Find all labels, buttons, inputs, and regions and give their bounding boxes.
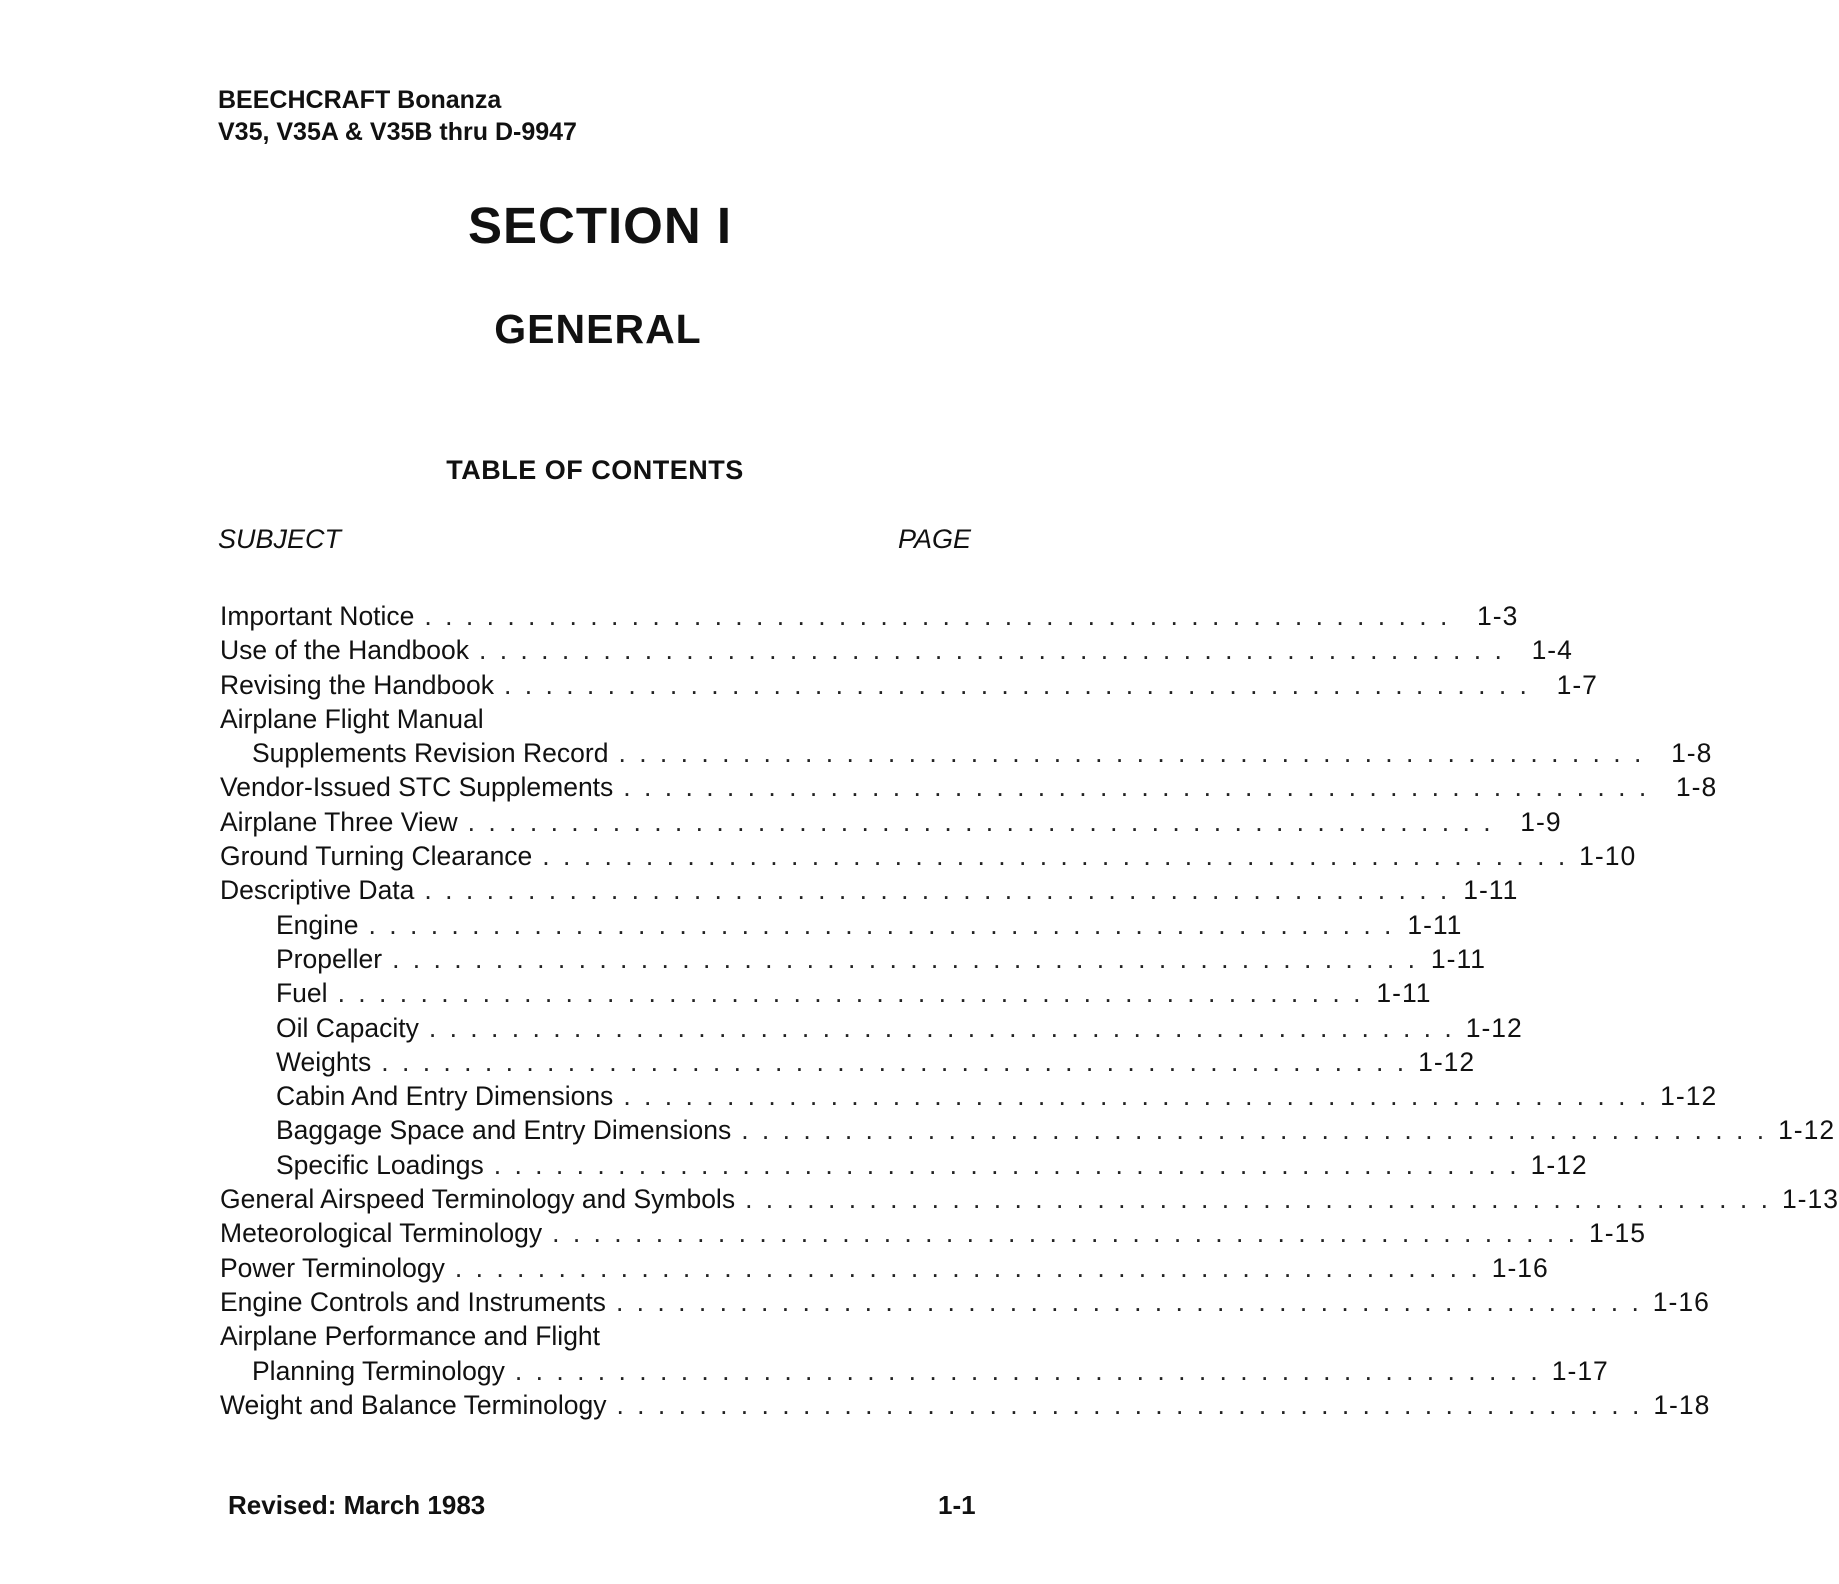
toc-entry-subject: Power Terminology (220, 1252, 445, 1283)
toc-entry-page: 1-4 (1531, 635, 1573, 666)
toc-list (220, 599, 1839, 1422)
toc-dot-leader: . . . . . . . . . . . . . . . . . . . . . . . . . . . . . . . . . . . . . . . . . . . . . . . . . . (616, 1389, 1643, 1420)
toc-entry-subject: Weight and Balance Terminology (220, 1389, 607, 1420)
toc-entry (220, 1319, 985, 1353)
toc-entry (220, 599, 1519, 633)
toc-entry-subject: Weights (276, 1046, 372, 1077)
toc-dot-leader: . . . . . . . . . . . . . . . . . . . . . . . . . . . . . . . . . . . . . . . . . . . . . . . . . . (478, 635, 1505, 666)
toc-entry (220, 873, 1519, 907)
toc-dot-leader: . . . . . . . . . . . . . . . . . . . . . . . . . . . . . . . . . . . . . . . . . . . . . . . . . . (615, 1286, 1642, 1317)
toc-entry (220, 1045, 1476, 1079)
toc-entry (220, 1388, 1711, 1422)
toc-dot-leader: . . . . . . . . . . . . . . . . . . . . . . . . . . . . . . . . . . . . . . . . . . . . . . . . . . (493, 1149, 1520, 1180)
toc-dot-leader: . . . . . . . . . . . . . . . . . . . . . . . . . . . . . . . . . . . . . . . . . . . . . . . . . . (337, 978, 1364, 1009)
toc-entry-subject: Cabin And Entry Dimensions (276, 1081, 614, 1112)
subject-column-header: SUBJECT (218, 524, 342, 554)
toc-entry-subject: Engine Controls and Instruments (220, 1286, 606, 1317)
toc-entry (220, 976, 1432, 1010)
toc-dot-leader: . . . . . . . . . . . . . . . . . . . . . . . . . . . . . . . . . . . . . . . . . . . . . . . . . . (618, 738, 1645, 769)
toc-entry-page: 1-12 (1530, 1149, 1588, 1180)
toc-entry (220, 1216, 1646, 1250)
toc-dot-leader: . . . . . . . . . . . . . . . . . . . . . . . . . . . . . . . . . . . . . . . . . . . . . . . . . . (424, 875, 1451, 906)
toc-entry-subject: Supplements Revision Record (252, 738, 609, 769)
page-number: 1-1 (938, 1490, 976, 1520)
toc-entry-subject: General Airspeed Terminology and Symbols (220, 1184, 736, 1215)
toc-dot-leader: . . . . . . . . . . . . . . . . . . . . . . . . . . . . . . . . . . . . . . . . . . . . . . . . . . (454, 1252, 1481, 1283)
toc-entry-page: 1-8 (1675, 772, 1718, 803)
toc-entry-page: 1-8 (1671, 738, 1713, 769)
toc-entry-page: 1-12 (1465, 1012, 1523, 1043)
toc-entry-subject: Airplane Performance and Flight (220, 1321, 601, 1352)
toc-entry (220, 1354, 1609, 1388)
toc-dot-leader: . . . . . . . . . . . . . . . . . . . . . . . . . . . . . . . . . . . . . . . . . . . . . . . . . . (428, 1012, 1455, 1043)
toc-entry-page: 1-13 (1781, 1184, 1839, 1215)
toc-entry-page: 1-18 (1653, 1389, 1711, 1420)
toc-dot-leader: . . . . . . . . . . . . . . . . . . . . . . . . . . . . . . . . . . . . . . . . . . . . . . . . . . (368, 909, 1395, 940)
document-header (218, 84, 577, 148)
toc-entry (220, 805, 1562, 839)
toc-entry-page: 1-12 (1660, 1081, 1718, 1112)
toc-entry (220, 736, 1713, 770)
toc-entry-subject: Engine (276, 909, 359, 940)
toc-dot-leader: . . . . . . . . . . . . . . . . . . . . . . . . . . . . . . . . . . . . . . . . . . . . . . . . . . (504, 669, 1530, 700)
toc-dot-leader: . . . . . . . . . . . . . . . . . . . . . . . . . . . . . . . . . . . . . . . . . . . . . . . . . . (381, 1046, 1408, 1077)
toc-entry-page: 1-10 (1579, 841, 1637, 872)
toc-dot-leader: . . . . . . . . . . . . . . . . . . . . . . . . . . . . . . . . . . . . . . . . . . . . . . . . . . (424, 601, 1451, 631)
section-title: SECTION I (467, 197, 733, 254)
toc-entry (220, 1251, 1549, 1285)
toc-entry (220, 942, 1486, 976)
toc-entry (220, 1113, 1836, 1147)
section-subtitle: GENERAL (494, 306, 702, 352)
toc-entry (220, 839, 1637, 873)
toc-entry-page: 1-12 (1418, 1046, 1476, 1077)
toc-entry-page: 1-7 (1556, 669, 1598, 700)
toc-entry (220, 1148, 1588, 1182)
toc-entry-subject: Vendor-Issued STC Supplements (220, 772, 614, 803)
toc-dot-leader: . . . . . . . . . . . . . . . . . . . . . . . . . . . . . . . . . . . . . . . . . . . . . . . . . . (514, 1355, 1541, 1386)
toc-entry-subject: Fuel (276, 978, 328, 1009)
toc-entry-page: 1-12 (1778, 1115, 1836, 1146)
toc-entry-subject: Meteorological Terminology (220, 1218, 543, 1249)
toc-entry-subject: Airplane Three View (220, 806, 458, 837)
toc-title: TABLE OF CONTENTS (446, 455, 744, 485)
toc-entry-subject: Important Notice (220, 601, 415, 631)
toc-entry-subject: Planning Terminology (252, 1355, 505, 1386)
toc-entry-subject: Baggage Space and Entry Dimensions (276, 1115, 732, 1146)
toc-entry (220, 702, 985, 736)
toc-entry-subject: Propeller (276, 943, 383, 974)
toc-entry-page: 1-9 (1520, 806, 1562, 837)
toc-entry-page: 1-16 (1491, 1252, 1549, 1283)
toc-dot-leader: . . . . . . . . . . . . . . . . . . . . . . . . . . . . . . . . . . . . . . . . . . . . . . . . . . (552, 1218, 1578, 1249)
toc-dot-leader: . . . . . . . . . . . . . . . . . . . . . . . . . . . . . . . . . . . . . . . . . . . . . . . . . . (623, 1081, 1650, 1112)
toc-entry-subject: Ground Turning Clearance (220, 841, 533, 872)
toc-entry-subject: Oil Capacity (276, 1012, 419, 1043)
page-column-header: PAGE (898, 524, 972, 554)
aircraft-model: BEECHCRAFT Bonanza (218, 86, 502, 114)
toc-entry (220, 1182, 1839, 1216)
toc-entry (220, 908, 1463, 942)
toc-entry-page: 1-11 (1430, 943, 1486, 974)
toc-entry-page: 1-15 (1588, 1218, 1646, 1249)
toc-dot-leader: . . . . . . . . . . . . . . . . . . . . . . . . . . . . . . . . . . . . . . . . . . . . . . . . . . (542, 841, 1569, 872)
toc-dot-leader: . . . . . . . . . . . . . . . . . . . . . . . . . . . . . . . . . . . . . . . . . . . . . . . . . . (392, 943, 1418, 974)
toc-entry-page: 1-11 (1376, 978, 1432, 1009)
toc-entry-subject: Airplane Flight Manual (220, 703, 484, 734)
toc-dot-leader: . . . . . . . . . . . . . . . . . . . . . . . . . . . . . . . . . . . . . . . . . . . . . . . . . . (741, 1115, 1768, 1146)
toc-entry-subject: Specific Loadings (276, 1149, 484, 1180)
toc-entry-page: 1-3 (1477, 601, 1519, 631)
toc-entry-page: 1-16 (1652, 1286, 1710, 1317)
toc-entry (220, 668, 1598, 702)
toc-entry (220, 633, 1573, 667)
toc-entry (220, 1079, 1718, 1113)
toc-entry-page: 1-17 (1551, 1355, 1609, 1386)
toc-dot-leader: . . . . . . . . . . . . . . . . . . . . . . . . . . . . . . . . . . . . . . . . . . . . . . . . . . (745, 1184, 1771, 1215)
toc-entry (220, 1285, 1710, 1319)
toc-dot-leader: . . . . . . . . . . . . . . . . . . . . . . . . . . . . . . . . . . . . . . . . . . . . . . . . . . (623, 772, 1650, 803)
toc-entry-subject: Descriptive Data (220, 875, 415, 906)
revision-date: Revised: March 1983 (228, 1490, 486, 1520)
toc-entry-subject: Revising the Handbook (220, 669, 495, 700)
toc-entry (220, 770, 1718, 804)
aircraft-variants: V35, V35A & V35B thru D-9947 (218, 118, 577, 146)
toc-entry-page: 1-11 (1407, 909, 1463, 940)
toc-entry (220, 1011, 1523, 1045)
toc-entry-page: 1-11 (1463, 875, 1519, 906)
toc-dot-leader: . . . . . . . . . . . . . . . . . . . . . . . . . . . . . . . . . . . . . . . . . . . . . . . . . . (467, 806, 1494, 837)
toc-entry-subject: Use of the Handbook (220, 635, 469, 666)
